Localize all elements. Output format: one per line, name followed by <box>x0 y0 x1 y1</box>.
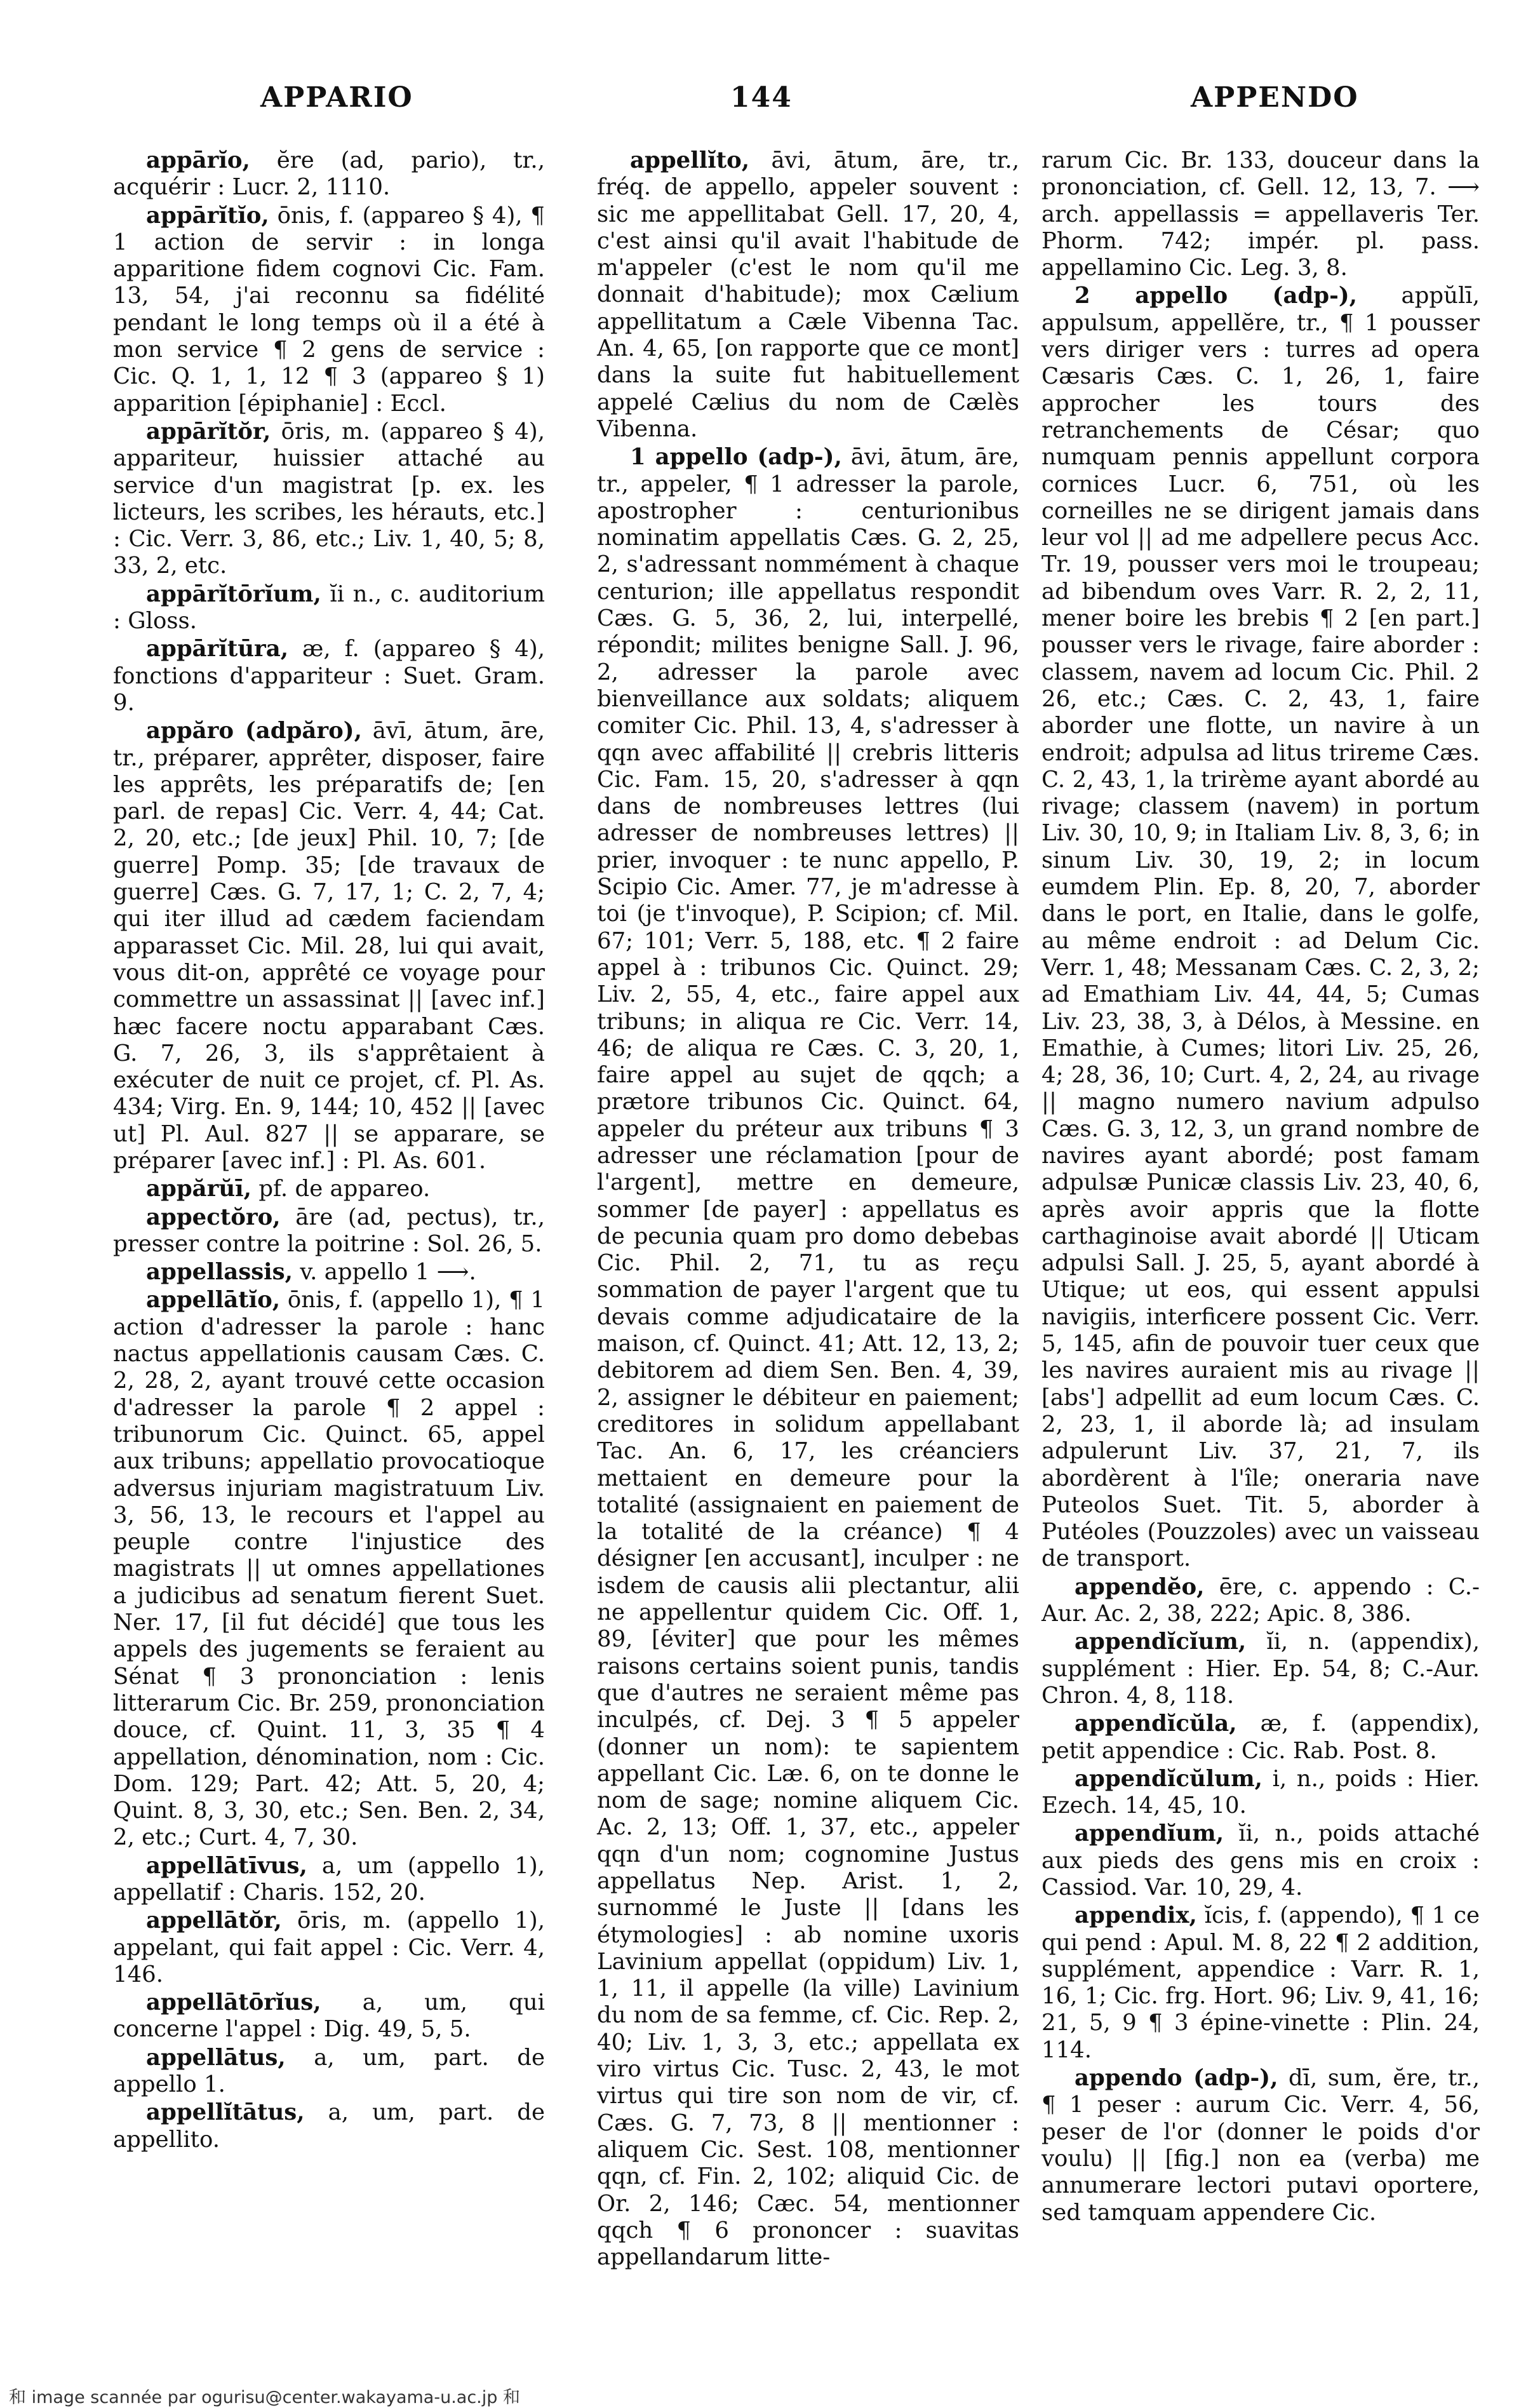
entry-definition: ĭi n., c. auditorium : Gloss. <box>113 581 545 635</box>
entry-definition: ĭi, n., poids attaché aux pieds des gens mis en croix : Cassiod. Var. 10, 29, 4. <box>1041 1820 1480 1900</box>
entry-definition: ōnis, f. (appareo § 4), ¶ 1 action de servir : in longa apparitione fidem cognovi Cic. Fam. 13, 54, j'ai reconnu sa fidélité pendant le long temps où il a été à mon service ¶ 2 gens de service : Cic. Q. 1, 1, 12 ¶ 3 (appareo § 1) apparition [épiphanie] : Eccl. <box>113 202 545 417</box>
column-2 <box>597 147 1019 2272</box>
entry-definition: āvi, ātum, āre, tr., appeler, ¶ 1 adresser la parole, apostropher : centurionibus nominatim appellatis Cæs. G. 2, 25, 2, s'adressant nommément à chaque centurion; ille appellatus respondit Cæs. G. 5, 36, 2, lui, interpellé, répondit; milites benigne Sall. J. 96, 2, adresser la parole avec bienveillance aux soldats; aliquem comiter Cic. Phil. 13, 4, s'adresser à qqn avec affabilité || crebris litteris Cic. Fam. 15, 20, s'adresser à qqn dans de nombreuses lettres (lui adresser de nombreuses lettres) || prier, invoquer : te nunc appello, P. Scipio Cic. Amer. 77, je m'adresse à toi (je t'invoque), P. Scipion; cf. Mil. 67; 101; Verr. 5, 188, etc. ¶ 2 faire appel à : tribunos Cic. Quinct. 29; Liv. 2, 55, 4, etc., faire appel aux tribuns; in aliqua re Cic. Verr. 14, 46; de aliqua re Cæs. C. 3, 20, 1, faire appel au sujet de qqch; a prætore tribunos Cic. Quinct. 64, appeler du préteur aux tribuns ¶ 3 adresser une réclamation [pour de l'argent], mettre en demeure, sommer [de payer] : appellatus es de pecunia quam pro domo debebas Cic. Phil. 2, 71, tu as reçu sommation de payer l'argent que tu devais comme adjudicataire de la maison, cf. Quinct. 41; Att. 12, 13, 2; debitorem ad diem Sen. Ben. 4, 39, 2, assigner le débiteur en paiement; creditores in solidum appellabant Tac. An. 6, 17, les créanciers mettaient en demeure pour la totalité (assignaient en paiement de la totalité de la créance) ¶ 4 désigner [en accusant], inculper : ne isdem de causis alii plectantur, alii ne appellentur quidem Cic. Off. 1, 89, [éviter] que pour les mêmes raisons certains soient punis, tandis que d'autres ne seraient même pas inculpés, cf. Dej. 3 ¶ 5 appeler (donner un nom): te sapientem appellant Cic. Læ. 6, on te donne le nom de sage; nomine aliquem Cic. Ac. 2, 13; Off. 1, 37, etc., appeler qqn d'un nom; cognomine Justus appellatus Nep. Arist. 1, 2, surnommé le Juste || [dans les étymologies] : ab nomine uxoris Lavinium appellat (oppidum) Liv. 1, 1, 11, il appelle (la ville) Lavinium du nom de sa femme, cf. Cic. Rep. 2, 40; Liv. 1, 3, 3, etc.; appellata ex viro virtus Cic. Tusc. 2, 43, le mot virtus qui tire son nom de vir, cf. Cæs. G. 7, 73, 8 || mentionner : aliquem Cic. Sest. 108, mentionner qqn, cf. Fin. 2, 102; aliquid Cic. de Or. 2, 146; Cæc. 54, mentionner qqch ¶ 6 prononcer : suavitas appellandarum litte- <box>597 444 1019 2271</box>
entry-headword: appendĭcĭum, <box>1075 1629 1247 1655</box>
dictionary-entry <box>1041 1820 1480 1901</box>
page-number: 144 <box>730 81 793 114</box>
entry-definition: āre (ad, pectus), tr., presser contre la poitrine : Sol. 26, 5. <box>113 1204 545 1257</box>
dictionary-entry <box>113 1176 545 1202</box>
entry-headword: appārĭo, <box>146 147 250 173</box>
entry-definition: v. appello 1 ⟶. <box>300 1259 476 1286</box>
dictionary-entry <box>1041 1574 1480 1628</box>
entry-headword: appendix, <box>1075 1902 1197 1929</box>
entry-headword: appellātīvus, <box>146 1852 307 1879</box>
scan-credit-text: 和 image scannée par ogurisu@center.wakayama-u.ac.jp 和 <box>9 2388 520 2407</box>
page-header <box>0 81 1540 126</box>
dictionary-entry <box>113 203 545 417</box>
entry-definition: ĕre (ad, pario), tr., acquérir : Lucr. 2, 1110. <box>113 147 545 201</box>
running-head-right: APPENDO <box>1191 81 1359 114</box>
dictionary-entry <box>113 1989 545 2043</box>
dictionary-entry <box>597 147 1019 443</box>
entry-headword: appendĭcŭla, <box>1075 1711 1237 1737</box>
entry-headword: appellātŏr, <box>146 1907 282 1934</box>
entry-definition: ōris, m. (appello 1), appelant, qui fait appel : Cic. Verr. 4, 146. <box>113 1907 545 1988</box>
entry-headword: appellĭtātus, <box>146 2099 305 2126</box>
dictionary-entry <box>113 1204 545 1258</box>
entry-definition: ĭcis, f. (appendo), ¶ 1 ce qui pend : Apul. M. 8, 22 ¶ 2 addition, supplément, appendice : Varr. R. 1, 16, 1; Cic. frg. Hort. 96; Liv. 9, 41, 16; 21, 5, 9 ¶ 3 épine-vinette : Plin. 24, 114. <box>1041 1902 1480 2063</box>
dictionary-entry <box>113 419 545 580</box>
dictionary-entry <box>113 1259 545 1286</box>
entry-headword: appellātus, <box>146 2044 286 2071</box>
entry-definition: ēre, c. appendo : C.-Aur. Ac. 2, 38, 222; Apic. 8, 386. <box>1041 1573 1480 1627</box>
entry-definition: āvi, ātum, āre, tr., fréq. de appello, appeler souvent : sic me appellitabat Gell. 17, 20, 4, c'est ainsi qu'il avait l'habitude de m'appeler (c'est le nom qu'il me donnait d'habitude); mox Cælium appellitatum a Cæle Vibenna Tac. An. 4, 65, [on rapporte que ce mont] dans la suite fut habituellement appelé Cælius du nom de Cælès Vibenna. <box>597 147 1019 442</box>
entry-definition: āvī, ātum, āre, tr., préparer, apprêter, disposer, faire les apprêts, les préparatifs de; [en parl. de repas] Cic. Verr. 4, 44; Cat. 2, 20, etc.; [de jeux] Phil. 10, 7; [de guerre] Pomp. 35; [de travaux de guerre] Cæs. G. 7, 17, 1; C. 2, 7, 4; qui iter illud ad cædem faciendam apparasset Cic. Mil. 28, lui qui avait, vous dit-on, apprêté ce voyage pour commettre un assassinat || [avec inf.] hæc facere noctu apparabant Cæs. G. 7, 26, 3, ils s'apprêtaient à exécuter de nuit ce projet, cf. Pl. As. 434; Virg. En. 9, 144; 10, 452 || [avec ut] Pl. Aul. 827 || se apparare, se préparer [avec inf.] : Pl. As. 601. <box>113 718 545 1174</box>
entry-headword: appendĭum, <box>1075 1820 1224 1847</box>
column-3 <box>1041 147 1480 2228</box>
entry-definition: æ, f. (appareo § 4), fonctions d'appariteur : Suet. Gram. 9. <box>113 636 545 716</box>
column-1 <box>113 147 545 2155</box>
entry-definition: a, um (appello 1), appellatif : Charis. 152, 20. <box>113 1852 545 1906</box>
entry-headword: appārĭtĭo, <box>146 202 269 229</box>
entry-headword: appellĭto, <box>630 147 750 173</box>
entry-headword: appărŭī, <box>146 1176 252 1202</box>
dictionary-entry <box>1041 1711 1480 1765</box>
dictionary-entry <box>113 581 545 635</box>
entry-definition: a, um, qui concerne l'appel : Dig. 49, 5, 5. <box>113 1989 545 2043</box>
dictionary-entry <box>113 1907 545 1988</box>
entry-definition: a, um, part. de appellito. <box>113 2099 545 2153</box>
entry-headword: appārĭtōrĭum, <box>146 581 321 607</box>
entry-definition: ōris, m. (appareo § 4), appariteur, huissier attaché au service d'un magistrat [p. ex. les licteurs, les scribes, les hérauts, etc.] : Cic. Verr. 3, 86, etc.; Liv. 1, 40, 5; 8, 33, 2, etc. <box>113 418 545 579</box>
dictionary-entry <box>113 718 545 1174</box>
dictionary-entry <box>1041 1629 1480 1709</box>
dictionary-entry <box>113 636 545 716</box>
entry-headword: appendo (adp-), <box>1075 2065 1278 2092</box>
entry-headword: appellātōrĭus, <box>146 1989 321 2016</box>
entry-headword: appellātĭo, <box>146 1287 281 1314</box>
entry-headword: appārĭtūra, <box>146 636 289 663</box>
dictionary-entry <box>113 2099 545 2153</box>
entry-definition: a, um, part. de appello 1. <box>113 2044 545 2098</box>
dictionary-entry <box>113 147 545 201</box>
dictionary-entry <box>113 1853 545 1907</box>
entry-headword: 1 appello (adp-), <box>630 444 842 471</box>
entry-headword: appellassis, <box>146 1259 293 1286</box>
entry-headword: appăro (adpăro), <box>146 718 362 744</box>
entry-headword: appendĭcŭlum, <box>1075 1765 1262 1792</box>
entry-headword: appectŏro, <box>146 1204 281 1230</box>
dictionary-entry <box>1041 2065 1480 2226</box>
dictionary-entry <box>1041 1766 1480 1820</box>
entry-headword: appārĭtŏr, <box>146 418 271 445</box>
dictionary-entry <box>113 1287 545 1851</box>
dictionary-entry <box>597 444 1019 2271</box>
entry-definition: pf. de appareo. <box>258 1176 431 1202</box>
dictionary-entry <box>113 2045 545 2099</box>
entry-definition: dī, sum, ĕre, tr., ¶ 1 peser : aurum Cic. Verr. 4, 56, peser de l'or (donner le poids d'or voulu) || [fig.] non ea (verba) me annumerare lectori putavi oportere, sed tamquam appendere Cic. <box>1041 2065 1480 2226</box>
entry-definition: i, n., poids : Hier. Ezech. 14, 45, 10. <box>1041 1765 1480 1819</box>
dictionary-entry <box>1041 1902 1480 2064</box>
entry-headword: appendĕo, <box>1075 1573 1205 1600</box>
running-head-left: APPARIO <box>260 81 413 114</box>
dictionary-entry <box>1041 147 1480 281</box>
entry-definition: ōnis, f. (appello 1), ¶ 1 action d'adresser la parole : hanc nactus appellationis causam Cæs. C. 2, 28, 2, ayant trouvé cette occasion d'adresser la parole ¶ 2 appel : tribunorum Cic. Quinct. 65, appel aux tribuns; appellatio provocatioque adversus injuriam magistratuum Liv. 3, 56, 13, le recours et l'appel au peuple contre l'injustice des magistrats || ut omnes appellationes a judicibus ad senatum fierent Suet. Ner. 17, [il fut décidé] que tous les appels des jugements se feraient au Sénat ¶ 3 prononciation : lenis litterarum Cic. Br. 259, prononciation douce, cf. Quint. 11, 3, 35 ¶ 4 appellation, dénomination, nom : Cic. Dom. 129; Part. 42; Att. 5, 20, 4; Quint. 8, 3, 30, etc.; Sen. Ben. 2, 34, 2, etc.; Curt. 4, 7, 30. <box>113 1287 545 1851</box>
entry-definition: ĭi, n. (appendix), supplément : Hier. Ep. 54, 8; C.-Aur. Chron. 4, 8, 118. <box>1041 1629 1480 1709</box>
entry-definition: æ, f. (appendix), petit appendice : Cic. Rab. Post. 8. <box>1041 1711 1480 1764</box>
entry-definition: rarum Cic. Br. 133, douceur dans la prononciation, cf. Gell. 12, 13, 7. ⟶ arch. appellassis = appellaveris Ter. Phorm. 742; impér. pl. pass. appellamino Cic. Leg. 3, 8. <box>1041 147 1480 281</box>
entry-definition: appŭlī, appulsum, appellĕre, tr., ¶ 1 pousser vers diriger vers : turres ad opera Cæsaris Cæs. C. 1, 26, 1, faire approcher les tours des retranchements de César; quo numquam pennis appellunt corpora cornices Lucr. 6, 751, où les corneilles ne se dirigent jamais dans leur vol || ad me adpellere pecus Acc. Tr. 19, pousser vers moi le troupeau; ad bibendum oves Varr. R. 2, 2, 11, mener boire les brebis ¶ 2 [en part.] pousser vers le rivage, faire aborder : classem, navem ad locum Cic. Phil. 2 26, etc.; Cæs. C. 2, 43, 1, faire aborder une flotte, un navire à un endroit; adpulsa ad litus trireme Cæs. C. 2, 43, 1, la trirème ayant abordé au rivage; classem (navem) in portum Liv. 30, 10, 9; in Italiam Liv. 8, 3, 6; in sinum Liv. 30, 19, 2; in locum eumdem Plin. Ep. 8, 20, 7, aborder dans le port, en Italie, dans le golfe, au même endroit : ad Delum Cic. Verr. 1, 48; Messanam Cæs. C. 2, 3, 2; ad Emathiam Liv. 44, 44, 5; Cumas Liv. 23, 38, 3, à Délos, à Messine. en Emathie, à Cumes; litori Liv. 25, 26, 4; 28, 36, 10; Curt. 4, 2, 24, au rivage || magno numero navium adpulso Cæs. G. 3, 12, 3, un grand nombre de navires ayant abordé; post famam adpulsæ Punicæ classis Liv. 23, 40, 6, après avoir appris que la flotte carthaginoise avait abordé || Uticam adpulsi Sall. J. 25, 5, ayant abordé à Utique; ut eos, qui essent appulsi navigiis, interficere possent Cic. Verr. 5, 145, afin de pouvoir tuer ceux que les navires auraient mis au rivage || [abs'] adpellit ad eum locum Cæs. C. 2, 23, 1, il aborde là; ad insulam adpulerunt Liv. 37, 21, 7, ils abordèrent à l'île; oneraria nave Puteolos Suet. Tit. 5, aborder à Putéoles (Pouzzoles) avec un vaisseau de transport. <box>1041 283 1480 1572</box>
scan-credit-footer <box>0 2383 1540 2406</box>
entry-headword: 2 appello (adp-), <box>1075 283 1358 309</box>
dictionary-entry <box>1041 283 1480 1572</box>
